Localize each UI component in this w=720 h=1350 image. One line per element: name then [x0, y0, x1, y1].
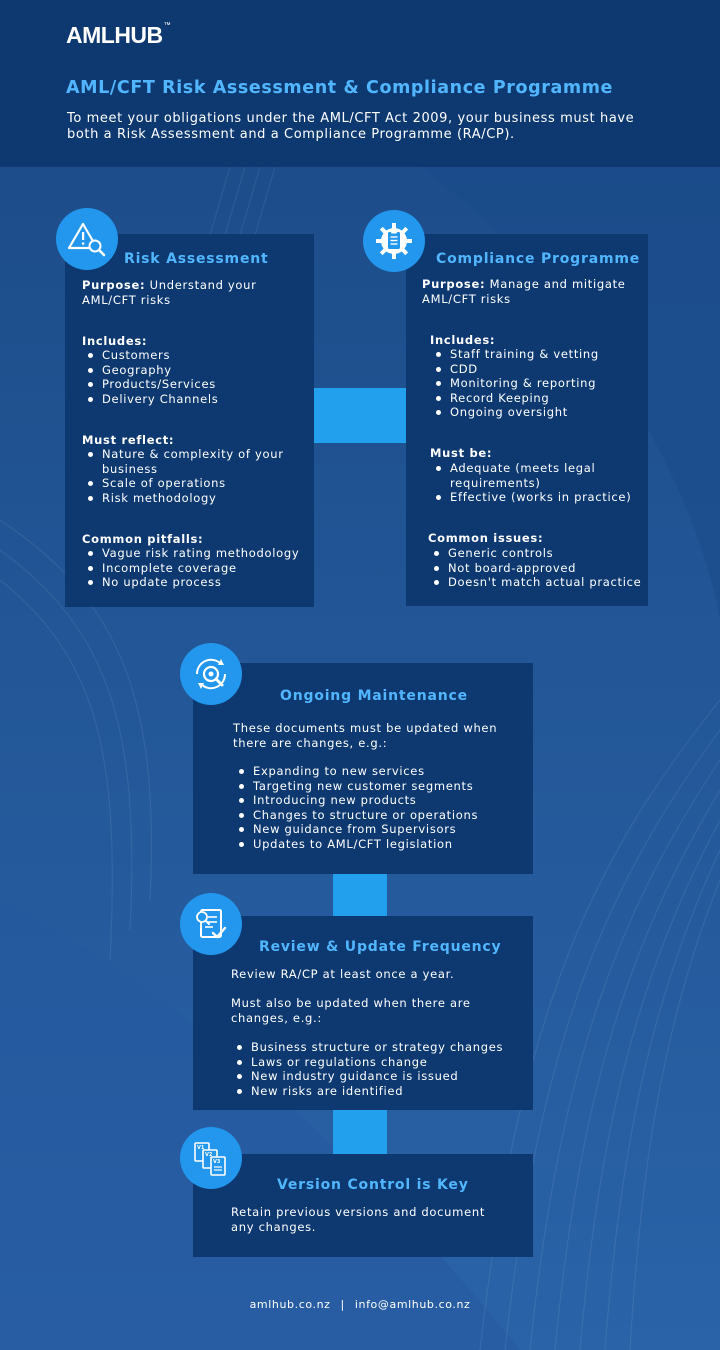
compliance-includes-label: Includes: [430, 333, 496, 347]
svg-text:V2: V2 [205, 1152, 213, 1158]
document-check-icon [191, 904, 231, 944]
compliance-includes-list [430, 347, 640, 420]
list-item: Risk methodology [82, 491, 302, 506]
list-item: Not board-approved [428, 561, 643, 576]
compliance-issues-label: Common issues: [428, 531, 544, 545]
version-card-title: Version Control is Key [277, 1177, 469, 1193]
list-item: Delivery Channels [82, 392, 302, 407]
risk-reflect-list [82, 447, 302, 505]
connector-middle [333, 874, 387, 916]
gear-wrench-icon [191, 654, 231, 694]
compliance-card-title: Compliance Programme [436, 251, 641, 267]
list-item: Incomplete coverage [82, 561, 307, 576]
list-item: Record Keeping [430, 391, 640, 406]
footer-contact [0, 1298, 720, 1311]
risk-icon-badge [56, 208, 118, 270]
amlhub-logo: AMLHUB™ [66, 22, 171, 48]
maintenance-card-title: Ongoing Maintenance [280, 688, 468, 704]
version-icon-badge [180, 1127, 242, 1189]
review-line-1: Review RA/CP at least once a year. [231, 967, 455, 981]
connector-bottom [333, 1110, 387, 1154]
list-item: Doesn't match actual practice [428, 575, 643, 590]
list-item: Targeting new customer segments [233, 779, 523, 794]
list-item: Scale of operations [82, 476, 302, 491]
risk-includes-label: Includes: [82, 334, 148, 348]
versioned-documents-icon [191, 1138, 231, 1178]
list-item: Updates to AML/CFT legislation [233, 837, 523, 852]
compliance-icon-badge [363, 210, 425, 272]
review-card-title: Review & Update Frequency [259, 939, 502, 955]
list-item: Ongoing oversight [430, 405, 640, 420]
risk-pitfalls-label: Common pitfalls: [82, 532, 204, 546]
list-item: New industry guidance is issued [231, 1069, 526, 1084]
maintenance-icon-badge [180, 643, 242, 705]
risk-pitfalls-list [82, 546, 307, 590]
list-item: Monitoring & reporting [430, 376, 640, 391]
list-item: Changes to structure or operations [233, 808, 523, 823]
review-icon-badge [180, 893, 242, 955]
list-item: New risks are identified [231, 1084, 526, 1099]
list-item: Expanding to new services [233, 764, 523, 779]
compliance-mustbe-list [430, 461, 640, 505]
list-item: Adequate (meets legal requirements) [430, 461, 640, 490]
list-item: Generic controls [428, 546, 643, 561]
list-item: Staff training & vetting [430, 347, 640, 362]
connector-top [314, 388, 406, 443]
list-item: Nature & complexity of your business [82, 447, 302, 476]
website-link[interactable]: amlhub.co.nz [249, 1298, 331, 1311]
list-item: Introducing new products [233, 793, 523, 808]
compliance-purpose [422, 277, 637, 306]
list-item: Vague risk rating methodology [82, 546, 307, 561]
list-item: No update process [82, 575, 307, 590]
compliance-mustbe-label: Must be: [430, 446, 493, 460]
gear-clipboard-icon [374, 221, 414, 261]
maintenance-intro: These documents must be updated when there are changes, e.g.: [233, 721, 498, 750]
intro-text: To meet your obligations under the AML/CFT Act 2009, your business must have both a Risk Assessment and a Compliance Programme (RA/CP). [67, 111, 635, 142]
list-item: Geography [82, 363, 302, 378]
email-link[interactable]: info@amlhub.co.nz [354, 1298, 471, 1311]
maintenance-list [233, 764, 523, 851]
compliance-purpose-text: Manage and mitigate AML/CFT risks [422, 277, 626, 306]
version-text: Retain previous versions and document any changes. [231, 1205, 486, 1234]
list-item: Customers [82, 348, 302, 363]
list-item: Effective (works in practice) [430, 490, 640, 505]
risk-purpose-label: Purpose: [82, 278, 146, 292]
compliance-purpose-label: Purpose: [422, 277, 486, 291]
risk-card-title: Risk Assessment [124, 251, 269, 267]
page-title: AML/CFT Risk Assessment & Compliance Programme [66, 78, 614, 98]
list-item: Business structure or strategy changes [231, 1040, 526, 1055]
risk-reflect-label: Must reflect: [82, 433, 175, 447]
list-item: CDD [430, 362, 640, 377]
risk-purpose [82, 278, 297, 307]
svg-text:V3: V3 [213, 1159, 221, 1165]
footer-separator: | [340, 1298, 345, 1311]
svg-text:V1: V1 [197, 1145, 205, 1151]
risk-purpose-text: Understand your AML/CFT risks [82, 278, 257, 307]
review-list [231, 1040, 526, 1098]
list-item: Products/Services [82, 377, 302, 392]
risk-includes-list [82, 348, 302, 406]
warning-search-icon [67, 219, 107, 259]
list-item: Laws or regulations change [231, 1055, 526, 1070]
list-item: New guidance from Supervisors [233, 822, 523, 837]
compliance-issues-list [428, 546, 643, 590]
review-line-2: Must also be updated when there are changes, e.g.: [231, 996, 471, 1025]
